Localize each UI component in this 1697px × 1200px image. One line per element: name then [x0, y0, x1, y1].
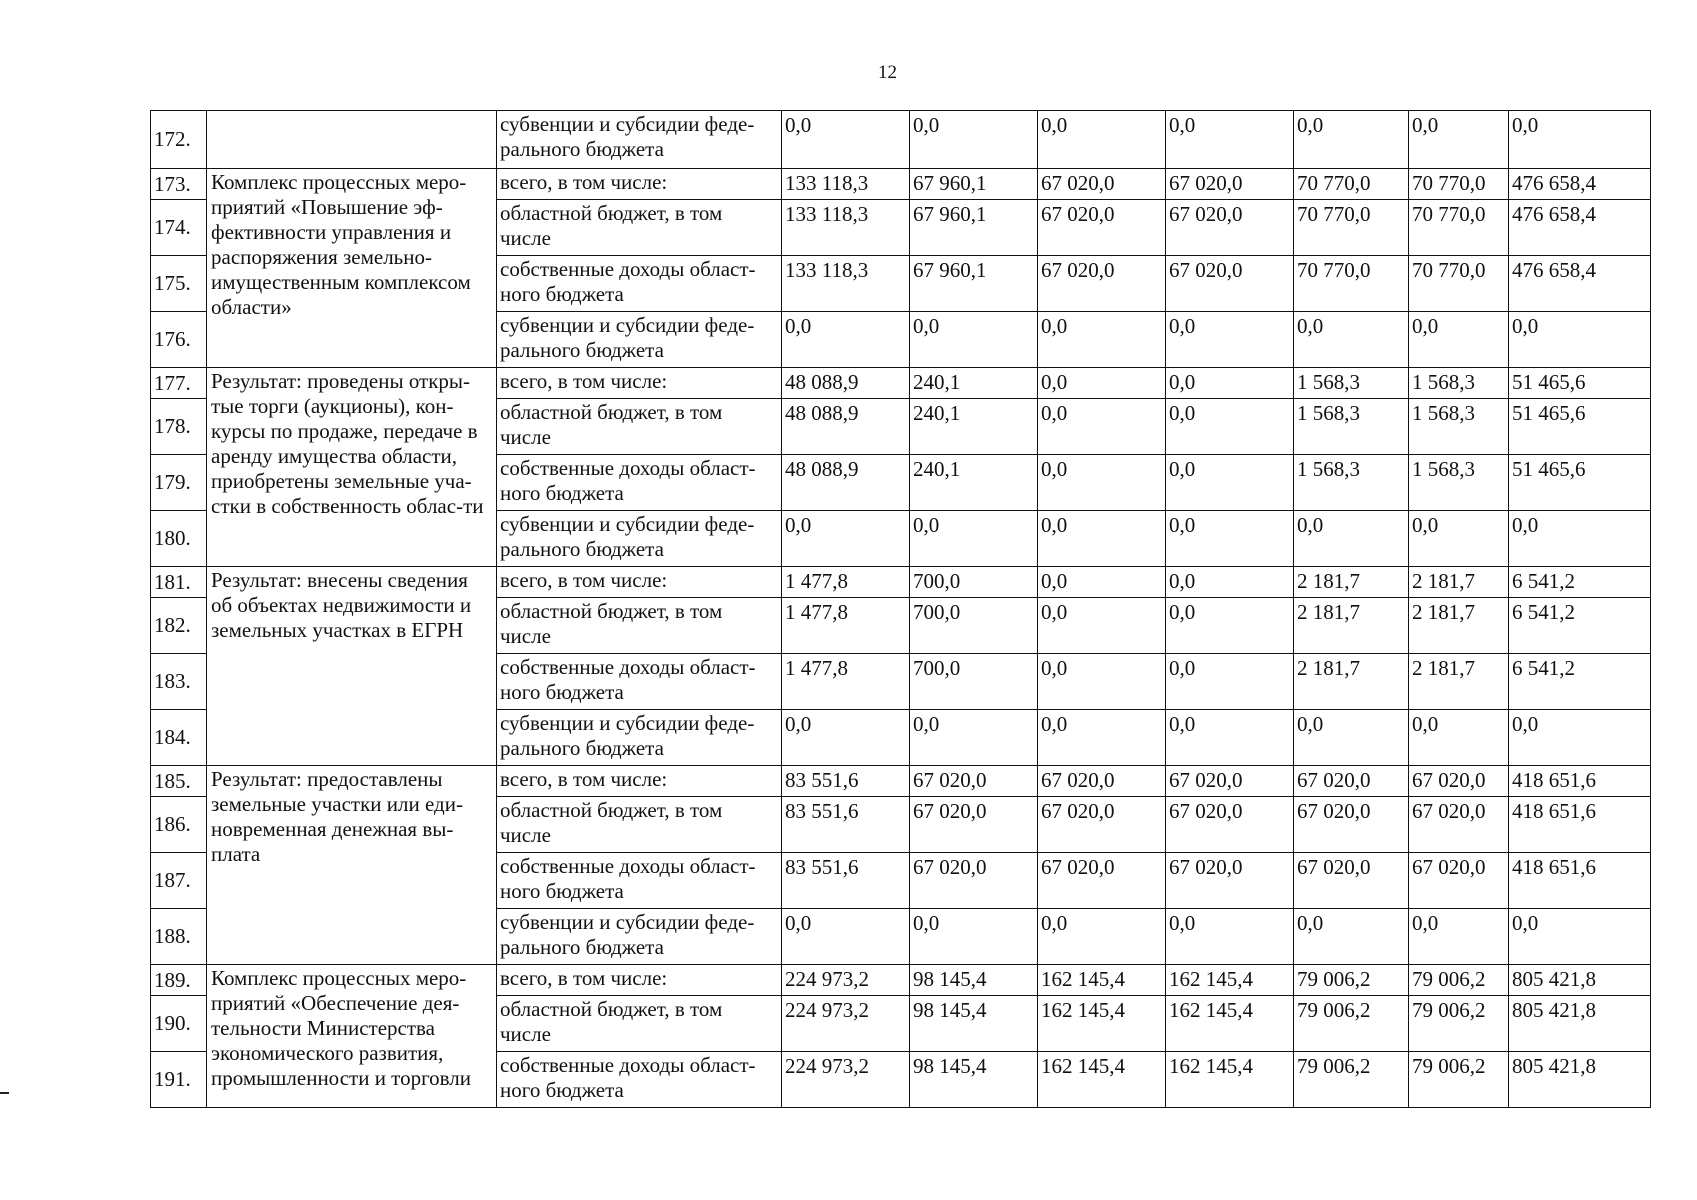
amount-cell: 98 145,4 [910, 996, 1038, 1052]
amount-cell: 700,0 [910, 598, 1038, 654]
amount-cell: 0,0 [1038, 399, 1166, 455]
amount-cell: 162 145,4 [1038, 1052, 1166, 1108]
measure-name [207, 111, 497, 169]
amount-cell: 1 477,8 [782, 598, 910, 654]
amount-cell: 0,0 [1166, 111, 1294, 169]
amount-cell: 6 541,2 [1509, 654, 1651, 710]
funding-source: субвенции и субсидии феде-рального бюджета [497, 511, 782, 567]
amount-cell: 805 421,8 [1509, 1052, 1651, 1108]
amount-cell: 67 020,0 [1166, 766, 1294, 797]
amount-cell: 0,0 [1294, 111, 1409, 169]
funding-source: субвенции и субсидии феде-рального бюджета [497, 909, 782, 965]
funding-source: областной бюджет, в том числе [497, 797, 782, 853]
amount-cell: 67 960,1 [910, 256, 1038, 312]
amount-cell: 2 181,7 [1294, 598, 1409, 654]
amount-cell: 98 145,4 [910, 965, 1038, 996]
amount-cell: 0,0 [1038, 312, 1166, 368]
row-number: 172. [151, 111, 207, 169]
amount-cell: 67 020,0 [1409, 797, 1509, 853]
amount-cell: 83 551,6 [782, 853, 910, 909]
amount-cell: 67 020,0 [1166, 200, 1294, 256]
amount-cell: 51 465,6 [1509, 455, 1651, 511]
amount-cell: 67 020,0 [1166, 256, 1294, 312]
amount-cell: 476 658,4 [1509, 256, 1651, 312]
amount-cell: 0,0 [1038, 598, 1166, 654]
row-number: 181. [151, 567, 207, 598]
amount-cell: 0,0 [1509, 511, 1651, 567]
amount-cell: 0,0 [1166, 654, 1294, 710]
measure-name: Комплекс процессных меро-приятий «Повышение эф-фективности управления и распоряжения земельно-имущественным комплексом области» [207, 169, 497, 368]
amount-cell: 0,0 [910, 511, 1038, 567]
amount-cell: 240,1 [910, 368, 1038, 399]
amount-cell: 2 181,7 [1409, 567, 1509, 598]
amount-cell: 0,0 [910, 312, 1038, 368]
amount-cell: 0,0 [1166, 399, 1294, 455]
row-number: 177. [151, 368, 207, 399]
amount-cell: 67 020,0 [1038, 853, 1166, 909]
amount-cell: 70 770,0 [1294, 169, 1409, 200]
amount-cell: 98 145,4 [910, 1052, 1038, 1108]
amount-cell: 0,0 [1038, 654, 1166, 710]
amount-cell: 0,0 [1166, 511, 1294, 567]
row-number: 191. [151, 1052, 207, 1108]
amount-cell: 83 551,6 [782, 797, 910, 853]
amount-cell: 133 118,3 [782, 200, 910, 256]
amount-cell: 0,0 [1166, 567, 1294, 598]
amount-cell: 0,0 [782, 312, 910, 368]
amount-cell: 67 020,0 [1166, 169, 1294, 200]
funding-source: всего, в том числе: [497, 965, 782, 996]
row-number: 190. [151, 996, 207, 1052]
funding-source: областной бюджет, в том числе [497, 996, 782, 1052]
amount-cell: 224 973,2 [782, 965, 910, 996]
row-number: 189. [151, 965, 207, 996]
amount-cell: 79 006,2 [1294, 965, 1409, 996]
amount-cell: 48 088,9 [782, 455, 910, 511]
amount-cell: 1 477,8 [782, 654, 910, 710]
amount-cell: 0,0 [1509, 111, 1651, 169]
amount-cell: 162 145,4 [1038, 996, 1166, 1052]
amount-cell: 133 118,3 [782, 256, 910, 312]
funding-source: областной бюджет, в том числе [497, 200, 782, 256]
amount-cell: 67 020,0 [1038, 797, 1166, 853]
funding-source: субвенции и субсидии феде-рального бюджета [497, 312, 782, 368]
amount-cell: 1 568,3 [1294, 399, 1409, 455]
amount-cell: 0,0 [910, 710, 1038, 766]
amount-cell: 1 568,3 [1409, 368, 1509, 399]
measure-name: Результат: внесены сведения об объектах недвижимости и земельных участках в ЕГРН [207, 567, 497, 766]
amount-cell: 805 421,8 [1509, 996, 1651, 1052]
amount-cell: 67 020,0 [910, 797, 1038, 853]
amount-cell: 0,0 [1509, 909, 1651, 965]
amount-cell: 67 020,0 [1038, 766, 1166, 797]
funding-source: всего, в том числе: [497, 368, 782, 399]
amount-cell: 51 465,6 [1509, 399, 1651, 455]
table-row [151, 965, 1651, 996]
amount-cell: 1 568,3 [1409, 399, 1509, 455]
amount-cell: 0,0 [1509, 312, 1651, 368]
amount-cell: 67 960,1 [910, 200, 1038, 256]
amount-cell: 476 658,4 [1509, 200, 1651, 256]
table-row [151, 567, 1651, 598]
amount-cell: 162 145,4 [1166, 1052, 1294, 1108]
row-number: 185. [151, 766, 207, 797]
funding-source: всего, в том числе: [497, 169, 782, 200]
amount-cell: 224 973,2 [782, 1052, 910, 1108]
amount-cell: 805 421,8 [1509, 965, 1651, 996]
amount-cell: 418 651,6 [1509, 853, 1651, 909]
amount-cell: 67 020,0 [1294, 797, 1409, 853]
amount-cell: 67 960,1 [910, 169, 1038, 200]
row-number: 173. [151, 169, 207, 200]
row-number: 183. [151, 654, 207, 710]
amount-cell: 79 006,2 [1409, 965, 1509, 996]
amount-cell: 0,0 [1038, 368, 1166, 399]
amount-cell: 79 006,2 [1294, 996, 1409, 1052]
row-number: 180. [151, 511, 207, 567]
row-number: 186. [151, 797, 207, 853]
amount-cell: 0,0 [1294, 312, 1409, 368]
amount-cell: 0,0 [1166, 455, 1294, 511]
amount-cell: 1 477,8 [782, 567, 910, 598]
amount-cell: 0,0 [910, 909, 1038, 965]
amount-cell: 0,0 [1409, 511, 1509, 567]
margin-mark [0, 1092, 9, 1094]
amount-cell: 83 551,6 [782, 766, 910, 797]
amount-cell: 67 020,0 [1166, 853, 1294, 909]
amount-cell: 0,0 [1038, 111, 1166, 169]
amount-cell: 2 181,7 [1409, 598, 1509, 654]
table-row [151, 169, 1651, 200]
amount-cell: 67 020,0 [1294, 853, 1409, 909]
amount-cell: 67 020,0 [910, 766, 1038, 797]
amount-cell: 418 651,6 [1509, 797, 1651, 853]
funding-source: собственные доходы област-ного бюджета [497, 654, 782, 710]
row-number: 178. [151, 399, 207, 455]
amount-cell: 0,0 [1038, 455, 1166, 511]
table-row [151, 368, 1651, 399]
funding-source: собственные доходы област-ного бюджета [497, 1052, 782, 1108]
amount-cell: 418 651,6 [1509, 766, 1651, 797]
amount-cell: 224 973,2 [782, 996, 910, 1052]
amount-cell: 162 145,4 [1166, 996, 1294, 1052]
row-number: 174. [151, 200, 207, 256]
amount-cell: 67 020,0 [1409, 766, 1509, 797]
funding-source: областной бюджет, в том числе [497, 399, 782, 455]
row-number: 175. [151, 256, 207, 312]
amount-cell: 0,0 [782, 710, 910, 766]
funding-source: всего, в том числе: [497, 766, 782, 797]
funding-source: собственные доходы област-ного бюджета [497, 256, 782, 312]
amount-cell: 0,0 [1166, 710, 1294, 766]
amount-cell: 79 006,2 [1294, 1052, 1409, 1108]
amount-cell: 70 770,0 [1294, 200, 1409, 256]
funding-source: субвенции и субсидии феде-рального бюджета [497, 710, 782, 766]
amount-cell: 2 181,7 [1294, 567, 1409, 598]
amount-cell: 6 541,2 [1509, 598, 1651, 654]
measure-name: Результат: проведены откры-тые торги (аукционы), кон-курсы по продаже, передаче в аренду имущества области, приобретены земельные уча-стки в собственность облас-ти [207, 368, 497, 567]
amount-cell: 133 118,3 [782, 169, 910, 200]
amount-cell: 0,0 [1294, 909, 1409, 965]
amount-cell: 0,0 [1409, 111, 1509, 169]
amount-cell: 0,0 [1038, 909, 1166, 965]
amount-cell: 67 020,0 [1038, 200, 1166, 256]
amount-cell: 0,0 [1409, 909, 1509, 965]
funding-source: всего, в том числе: [497, 567, 782, 598]
amount-cell: 70 770,0 [1294, 256, 1409, 312]
amount-cell: 240,1 [910, 399, 1038, 455]
table-row [151, 111, 1651, 169]
amount-cell: 0,0 [1294, 511, 1409, 567]
amount-cell: 0,0 [1038, 710, 1166, 766]
row-number: 182. [151, 598, 207, 654]
amount-cell: 79 006,2 [1409, 996, 1509, 1052]
funding-source: собственные доходы област-ного бюджета [497, 853, 782, 909]
row-number: 188. [151, 909, 207, 965]
budget-table [150, 110, 1651, 1108]
table-row [151, 766, 1651, 797]
amount-cell: 48 088,9 [782, 368, 910, 399]
amount-cell: 0,0 [1166, 598, 1294, 654]
amount-cell: 240,1 [910, 455, 1038, 511]
measure-name: Комплекс процессных меро-приятий «Обеспечение дея-тельности Министерства экономического развития, промышленности и торговли [207, 965, 497, 1108]
page-number: 12 [878, 62, 897, 83]
amount-cell: 1 568,3 [1294, 368, 1409, 399]
amount-cell: 70 770,0 [1409, 200, 1509, 256]
amount-cell: 0,0 [782, 511, 910, 567]
amount-cell: 79 006,2 [1409, 1052, 1509, 1108]
amount-cell: 0,0 [1294, 710, 1409, 766]
amount-cell: 6 541,2 [1509, 567, 1651, 598]
amount-cell: 700,0 [910, 654, 1038, 710]
amount-cell: 0,0 [1038, 511, 1166, 567]
amount-cell: 0,0 [1409, 312, 1509, 368]
amount-cell: 67 020,0 [1166, 797, 1294, 853]
amount-cell: 476 658,4 [1509, 169, 1651, 200]
row-number: 176. [151, 312, 207, 368]
funding-source: субвенции и субсидии феде-рального бюджета [497, 111, 782, 169]
amount-cell: 70 770,0 [1409, 256, 1509, 312]
amount-cell: 70 770,0 [1409, 169, 1509, 200]
amount-cell: 700,0 [910, 567, 1038, 598]
amount-cell: 67 020,0 [1038, 256, 1166, 312]
measure-name: Результат: предоставлены земельные участки или еди-новременная денежная вы-плата [207, 766, 497, 965]
amount-cell: 51 465,6 [1509, 368, 1651, 399]
row-number: 179. [151, 455, 207, 511]
amount-cell: 0,0 [910, 111, 1038, 169]
row-number: 187. [151, 853, 207, 909]
amount-cell: 2 181,7 [1409, 654, 1509, 710]
amount-cell: 1 568,3 [1294, 455, 1409, 511]
funding-source: собственные доходы област-ного бюджета [497, 455, 782, 511]
amount-cell: 162 145,4 [1038, 965, 1166, 996]
amount-cell: 0,0 [1038, 567, 1166, 598]
amount-cell: 0,0 [1166, 909, 1294, 965]
amount-cell: 0,0 [782, 909, 910, 965]
amount-cell: 67 020,0 [1038, 169, 1166, 200]
amount-cell: 0,0 [1166, 368, 1294, 399]
amount-cell: 0,0 [1409, 710, 1509, 766]
funding-source: областной бюджет, в том числе [497, 598, 782, 654]
row-number: 184. [151, 710, 207, 766]
amount-cell: 67 020,0 [910, 853, 1038, 909]
amount-cell: 67 020,0 [1409, 853, 1509, 909]
amount-cell: 162 145,4 [1166, 965, 1294, 996]
amount-cell: 48 088,9 [782, 399, 910, 455]
amount-cell: 67 020,0 [1294, 766, 1409, 797]
amount-cell: 1 568,3 [1409, 455, 1509, 511]
amount-cell: 0,0 [782, 111, 910, 169]
amount-cell: 2 181,7 [1294, 654, 1409, 710]
amount-cell: 0,0 [1509, 710, 1651, 766]
amount-cell: 0,0 [1166, 312, 1294, 368]
